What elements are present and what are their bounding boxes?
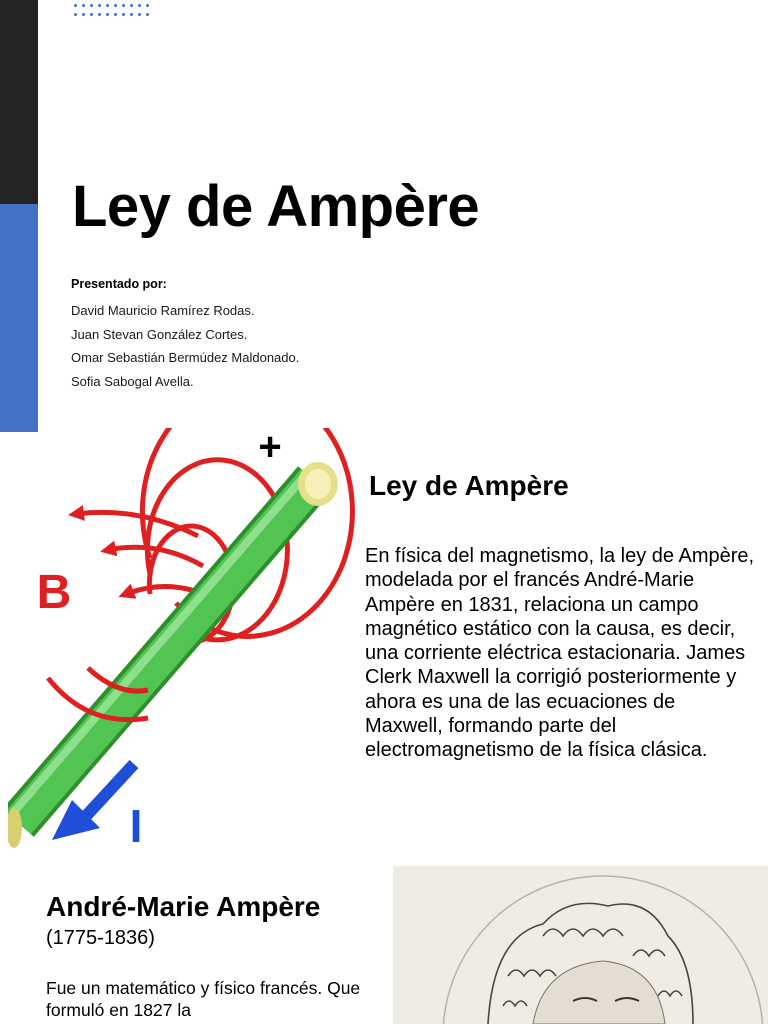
decorative-dot — [106, 13, 109, 16]
conductor-wire-icon — [8, 462, 338, 848]
decorative-dot — [114, 13, 117, 16]
bio-name: André-Marie Ampère — [46, 891, 321, 922]
author-item: Omar Sebastián Bermúdez Maldonado. — [71, 350, 300, 365]
decorative-dot — [82, 13, 85, 16]
decorative-dot — [90, 13, 93, 16]
decorative-dot — [138, 4, 141, 7]
decorative-dot — [98, 13, 101, 16]
author-list — [71, 299, 299, 393]
decorative-dot — [114, 4, 117, 7]
decorative-dot — [106, 4, 109, 7]
decorative-dot — [146, 4, 149, 7]
author-item: David Mauricio Ramírez Rodas. — [71, 303, 255, 318]
bio-years: (1775-1836) — [46, 927, 155, 949]
author-item: Sofia Sabogal Avella. — [71, 373, 194, 389]
bio-text: Fue un matemático y físico francés. Que formuló en 1827 la — [46, 978, 361, 1020]
presenter-label: Presentado por: — [71, 277, 167, 291]
decorative-dot — [138, 13, 141, 16]
decorative-dot — [146, 13, 149, 16]
decorative-dot — [74, 13, 77, 16]
author-item: Juan Stevan González Cortes. — [71, 326, 248, 342]
ampere-portrait-image — [393, 866, 768, 1024]
decorative-blue-bar — [0, 204, 38, 432]
decorative-dot — [90, 4, 93, 7]
decorative-dot-grid — [74, 4, 152, 22]
decorative-dot — [82, 4, 85, 7]
decorative-dot — [130, 13, 133, 16]
cover-title: Ley de Ampère — [72, 174, 480, 239]
field-label: B — [36, 566, 72, 619]
section-body: En física del magnetismo, la ley de Ampère, modelada por el francés André-Marie Ampère en 1831, relaciona un campo magnético estático con la causa, es decir, una corriente eléctrica estacionaria. James Clerk Maxwell la corrigió posteriormente y ahora es una de las ecuaciones de Maxwell, formando parte del electromagnetismo de la física clásica. — [365, 545, 755, 762]
field-arrow-icon — [76, 512, 198, 536]
decorative-dot — [130, 4, 133, 7]
decorative-dot — [98, 4, 101, 7]
decorative-dark-bar — [0, 0, 38, 204]
section-title: Ley de Ampère — [369, 470, 569, 501]
decorative-dot — [122, 13, 125, 16]
plus-label: + — [258, 428, 282, 469]
ampere-law-diagram — [8, 428, 360, 856]
decorative-dot — [122, 4, 125, 7]
decorative-dot — [74, 4, 77, 7]
current-label: I — [129, 800, 143, 852]
